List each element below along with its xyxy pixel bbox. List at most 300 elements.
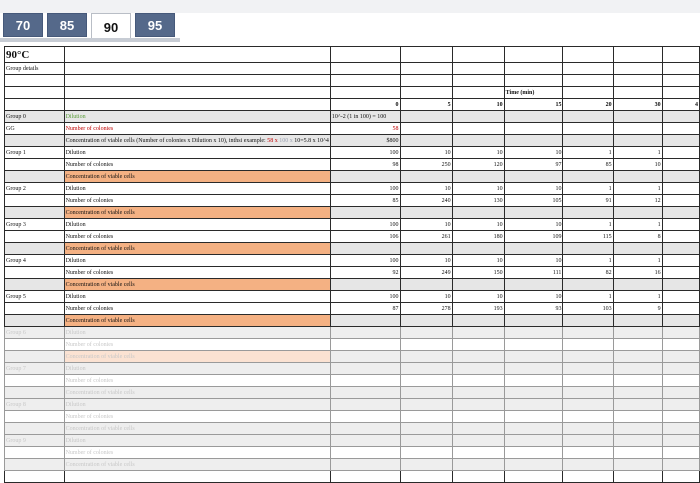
- sheet-cell[interactable]: [504, 387, 563, 399]
- sheet-cell[interactable]: [64, 63, 330, 75]
- colonies-value[interactable]: 97: [504, 159, 563, 171]
- sheet-cell[interactable]: [5, 135, 65, 147]
- sheet-cell[interactable]: [64, 87, 330, 99]
- sheet-cell[interactable]: [330, 47, 400, 63]
- sheet-cell[interactable]: [613, 243, 662, 255]
- sheet-cell[interactable]: [504, 411, 563, 423]
- conc-label[interactable]: Concentration of viable cells: [64, 243, 330, 255]
- sheet-cell[interactable]: [330, 399, 400, 411]
- sheet-cell[interactable]: [662, 339, 699, 351]
- sheet-cell[interactable]: [563, 123, 613, 135]
- sheet-cell[interactable]: [400, 339, 452, 351]
- tab-90[interactable]: 90: [91, 13, 131, 40]
- sheet-cell[interactable]: [452, 351, 504, 363]
- dilution-label[interactable]: Dilution: [64, 147, 330, 159]
- sheet-cell[interactable]: [400, 207, 452, 219]
- sheet-cell[interactable]: [563, 75, 613, 87]
- time-value[interactable]: 4: [662, 99, 699, 111]
- colonies-value[interactable]: 130: [452, 195, 504, 207]
- sheet-cell[interactable]: [662, 327, 699, 339]
- colonies-value[interactable]: 85: [330, 195, 400, 207]
- colonies-value[interactable]: 150: [452, 267, 504, 279]
- sheet-cell[interactable]: [452, 387, 504, 399]
- conc-label[interactable]: Concentration of viable cells: [64, 351, 330, 363]
- colonies-value[interactable]: 120: [452, 159, 504, 171]
- sheet-cell[interactable]: [330, 435, 400, 447]
- dilution-label[interactable]: Dilution: [64, 111, 330, 123]
- sheet-cell[interactable]: [504, 339, 563, 351]
- sheet-cell[interactable]: [5, 423, 65, 435]
- sheet-cell[interactable]: [613, 435, 662, 447]
- colonies-value[interactable]: 92: [330, 267, 400, 279]
- colonies-value[interactable]: 87: [330, 303, 400, 315]
- sheet-cell[interactable]: [330, 375, 400, 387]
- group0-dilution-value[interactable]: 10^-2 (1 in 100) = 100: [330, 111, 400, 123]
- dilution-value[interactable]: 1: [563, 147, 613, 159]
- colonies-value[interactable]: 261: [400, 231, 452, 243]
- dilution-value[interactable]: 100: [330, 183, 400, 195]
- sheet-cell[interactable]: [613, 471, 662, 483]
- sheet-cell[interactable]: [613, 111, 662, 123]
- time-value[interactable]: 20: [563, 99, 613, 111]
- sheet-cell[interactable]: [330, 243, 400, 255]
- group-details-label[interactable]: Group details: [5, 63, 65, 75]
- conc-label[interactable]: Concentration of viable cells: [64, 171, 330, 183]
- sheet-cell[interactable]: [563, 207, 613, 219]
- sheet-cell[interactable]: [452, 123, 504, 135]
- dilution-value[interactable]: 10: [400, 291, 452, 303]
- sheet-cell[interactable]: [504, 423, 563, 435]
- dilution-value[interactable]: 10: [400, 147, 452, 159]
- colonies-value[interactable]: 8: [613, 231, 662, 243]
- group-name[interactable]: Group 5: [5, 291, 65, 303]
- dilution-value[interactable]: 1: [613, 219, 662, 231]
- sheet-cell[interactable]: [452, 207, 504, 219]
- sheet-cell[interactable]: [504, 399, 563, 411]
- colonies-value[interactable]: 9: [613, 303, 662, 315]
- sheet-cell[interactable]: [330, 315, 400, 327]
- sheet-cell[interactable]: [504, 315, 563, 327]
- sheet-cell[interactable]: [563, 423, 613, 435]
- sheet-cell[interactable]: [5, 279, 65, 291]
- sheet-cell[interactable]: [563, 411, 613, 423]
- sheet-cell[interactable]: [662, 435, 699, 447]
- colonies-value[interactable]: 91: [563, 195, 613, 207]
- dilution-value[interactable]: 1: [563, 183, 613, 195]
- dilution-value[interactable]: 1: [613, 291, 662, 303]
- sheet-cell[interactable]: [504, 111, 563, 123]
- sheet-cell[interactable]: [662, 351, 699, 363]
- sheet-cell[interactable]: [662, 87, 699, 99]
- sheet-cell[interactable]: [452, 279, 504, 291]
- colonies-label[interactable]: Number of colonies: [64, 195, 330, 207]
- dilution-value[interactable]: 10: [504, 291, 563, 303]
- sheet-cell[interactable]: [662, 183, 699, 195]
- sheet-cell[interactable]: [613, 387, 662, 399]
- sheet-cell[interactable]: [504, 171, 563, 183]
- sheet-cell[interactable]: [563, 279, 613, 291]
- colonies-value[interactable]: 10: [613, 159, 662, 171]
- sheet-cell[interactable]: [613, 411, 662, 423]
- group-name[interactable]: Group 0: [5, 111, 65, 123]
- sheet-cell[interactable]: [563, 339, 613, 351]
- sheet-cell[interactable]: [662, 63, 699, 75]
- sheet-cell[interactable]: [5, 195, 65, 207]
- sheet-cell[interactable]: [563, 47, 613, 63]
- dilution-label[interactable]: Dilution: [64, 183, 330, 195]
- group-gg[interactable]: GG: [5, 123, 65, 135]
- sheet-cell[interactable]: [5, 411, 65, 423]
- sheet-cell[interactable]: [563, 375, 613, 387]
- sheet-cell[interactable]: [400, 423, 452, 435]
- sheet-cell[interactable]: [330, 279, 400, 291]
- sheet-cell[interactable]: [330, 387, 400, 399]
- colonies-label[interactable]: Number of colonies: [64, 267, 330, 279]
- sheet-cell[interactable]: [5, 315, 65, 327]
- sheet-cell[interactable]: [64, 75, 330, 87]
- colonies-value[interactable]: 12: [613, 195, 662, 207]
- sheet-cell[interactable]: [563, 363, 613, 375]
- group-name[interactable]: Group 4: [5, 255, 65, 267]
- colonies-value[interactable]: 115: [563, 231, 613, 243]
- colonies-value[interactable]: 106: [330, 231, 400, 243]
- sheet-cell[interactable]: [5, 231, 65, 243]
- sheet-cell[interactable]: [330, 327, 400, 339]
- sheet-cell[interactable]: [5, 243, 65, 255]
- sheet-cell[interactable]: [662, 171, 699, 183]
- sheet-cell[interactable]: [5, 171, 65, 183]
- sheet-cell[interactable]: [662, 147, 699, 159]
- sheet-cell[interactable]: [613, 327, 662, 339]
- dilution-value[interactable]: 10: [400, 255, 452, 267]
- sheet-cell[interactable]: [662, 279, 699, 291]
- sheet-cell[interactable]: [613, 135, 662, 147]
- sheet-cell[interactable]: [662, 387, 699, 399]
- sheet-cell[interactable]: [662, 195, 699, 207]
- sheet-cell[interactable]: [613, 423, 662, 435]
- sheet-cell[interactable]: [563, 471, 613, 483]
- sheet-cell[interactable]: [613, 351, 662, 363]
- sheet-cell[interactable]: [400, 63, 452, 75]
- group-name[interactable]: Group 2: [5, 183, 65, 195]
- sheet-cell[interactable]: [662, 411, 699, 423]
- sheet-cell[interactable]: [504, 351, 563, 363]
- sheet-cell[interactable]: [563, 327, 613, 339]
- sheet-cell[interactable]: [662, 123, 699, 135]
- dilution-value[interactable]: 1: [563, 291, 613, 303]
- sheet-cell[interactable]: [330, 423, 400, 435]
- sheet-cell[interactable]: [452, 471, 504, 483]
- colonies-label[interactable]: Number of colonies: [64, 123, 330, 135]
- dilution-value[interactable]: 10: [452, 147, 504, 159]
- sheet-cell[interactable]: [400, 447, 452, 459]
- sheet-cell[interactable]: [5, 375, 65, 387]
- sheet-cell[interactable]: [504, 435, 563, 447]
- sheet-cell[interactable]: [452, 243, 504, 255]
- sheet-cell[interactable]: [5, 387, 65, 399]
- colonies-label[interactable]: Number of colonies: [64, 447, 330, 459]
- sheet-cell[interactable]: [662, 423, 699, 435]
- dilution-value[interactable]: 10: [400, 183, 452, 195]
- sheet-cell[interactable]: [452, 171, 504, 183]
- sheet-cell[interactable]: [662, 75, 699, 87]
- sheet-cell[interactable]: [330, 207, 400, 219]
- colonies-value[interactable]: 85: [563, 159, 613, 171]
- sheet-cell[interactable]: [452, 399, 504, 411]
- sheet-cell[interactable]: [563, 111, 613, 123]
- colonies-label[interactable]: Number of colonies: [64, 375, 330, 387]
- sheet-cell[interactable]: [504, 471, 563, 483]
- group-name[interactable]: Group 8: [5, 399, 65, 411]
- sheet-cell[interactable]: [613, 363, 662, 375]
- sheet-cell[interactable]: [613, 63, 662, 75]
- sheet-cell[interactable]: [400, 375, 452, 387]
- sheet-cell[interactable]: [504, 375, 563, 387]
- sheet-cell[interactable]: [330, 363, 400, 375]
- sheet-cell[interactable]: [563, 399, 613, 411]
- colonies-value[interactable]: 105: [504, 195, 563, 207]
- sheet-cell[interactable]: [452, 315, 504, 327]
- sheet-cell[interactable]: [400, 315, 452, 327]
- sheet-cell[interactable]: [504, 75, 563, 87]
- sheet-cell[interactable]: [613, 399, 662, 411]
- dilution-value[interactable]: 1: [563, 255, 613, 267]
- sheet-cell[interactable]: [5, 207, 65, 219]
- time-value[interactable]: 15: [504, 99, 563, 111]
- sheet-cell[interactable]: [64, 99, 330, 111]
- sheet-title[interactable]: 90°C: [5, 47, 65, 63]
- colonies-value[interactable]: 249: [400, 267, 452, 279]
- sheet-cell[interactable]: [330, 63, 400, 75]
- dilution-value[interactable]: 10: [400, 219, 452, 231]
- colonies-label[interactable]: Number of colonies: [64, 231, 330, 243]
- tab-85[interactable]: 85: [47, 13, 87, 37]
- sheet-cell[interactable]: [330, 87, 400, 99]
- sheet-cell[interactable]: [662, 267, 699, 279]
- sheet-cell[interactable]: [504, 47, 563, 63]
- sheet-cell[interactable]: [613, 375, 662, 387]
- dilution-value[interactable]: 10: [452, 183, 504, 195]
- sheet-cell[interactable]: [662, 291, 699, 303]
- colonies-value[interactable]: 111: [504, 267, 563, 279]
- dilution-label[interactable]: Dilution: [64, 219, 330, 231]
- conc-label[interactable]: Concentration of viable cells: [64, 459, 330, 471]
- sheet-cell[interactable]: [400, 279, 452, 291]
- sheet-cell[interactable]: [5, 159, 65, 171]
- conc-label[interactable]: Concentration of viable cells: [64, 279, 330, 291]
- sheet-cell[interactable]: [64, 471, 330, 483]
- sheet-cell[interactable]: [330, 339, 400, 351]
- colonies-label[interactable]: Number of colonies: [64, 411, 330, 423]
- dilution-value[interactable]: 100: [330, 255, 400, 267]
- sheet-cell[interactable]: [504, 63, 563, 75]
- time-header[interactable]: Time (min): [504, 87, 563, 99]
- sheet-cell[interactable]: [662, 471, 699, 483]
- conc-label[interactable]: Concentration of viable cells: [64, 387, 330, 399]
- colonies-value[interactable]: 109: [504, 231, 563, 243]
- sheet-cell[interactable]: [330, 411, 400, 423]
- colonies-label[interactable]: Number of colonies: [64, 339, 330, 351]
- sheet-cell[interactable]: [5, 351, 65, 363]
- dilution-value[interactable]: 1: [563, 219, 613, 231]
- dilution-value[interactable]: 10: [504, 147, 563, 159]
- sheet-cell[interactable]: [452, 339, 504, 351]
- sheet-cell[interactable]: [613, 315, 662, 327]
- sheet-cell[interactable]: [400, 75, 452, 87]
- sheet-cell[interactable]: [452, 447, 504, 459]
- dilution-value[interactable]: 10: [452, 255, 504, 267]
- sheet-cell[interactable]: [662, 111, 699, 123]
- sheet-cell[interactable]: [5, 303, 65, 315]
- conc-label[interactable]: Concentration of viable cells: [64, 207, 330, 219]
- sheet-cell[interactable]: [452, 111, 504, 123]
- sheet-cell[interactable]: [5, 447, 65, 459]
- sheet-cell[interactable]: [400, 171, 452, 183]
- sheet-cell[interactable]: [662, 207, 699, 219]
- dilution-label[interactable]: Dilution: [64, 291, 330, 303]
- sheet-cell[interactable]: [504, 279, 563, 291]
- colonies-value[interactable]: 93: [504, 303, 563, 315]
- colonies-value[interactable]: 82: [563, 267, 613, 279]
- sheet-cell[interactable]: [662, 243, 699, 255]
- sheet-cell[interactable]: [330, 171, 400, 183]
- sheet-cell[interactable]: [563, 315, 613, 327]
- sheet-cell[interactable]: [452, 47, 504, 63]
- sheet-cell[interactable]: [563, 387, 613, 399]
- sheet-cell[interactable]: [5, 267, 65, 279]
- time-value[interactable]: 0: [330, 99, 400, 111]
- sheet-cell[interactable]: [504, 123, 563, 135]
- sheet-cell[interactable]: [452, 363, 504, 375]
- sheet-cell[interactable]: [400, 47, 452, 63]
- sheet-cell[interactable]: [563, 435, 613, 447]
- sheet-cell[interactable]: [452, 435, 504, 447]
- group0-conc-label[interactable]: Concentration of viable cells (Number of colonies x Dilution x 10), inthsi example: 58 x 100 x 10=5.8 x 10^4: [64, 135, 330, 147]
- dilution-label[interactable]: Dilution: [64, 399, 330, 411]
- sheet-cell[interactable]: [452, 423, 504, 435]
- sheet-cell[interactable]: [452, 87, 504, 99]
- dilution-value[interactable]: 100: [330, 219, 400, 231]
- sheet-cell[interactable]: [613, 339, 662, 351]
- sheet-cell[interactable]: [64, 47, 330, 63]
- sheet-cell[interactable]: [5, 99, 65, 111]
- tab-95[interactable]: 95: [135, 13, 175, 37]
- sheet-cell[interactable]: [662, 375, 699, 387]
- dilution-label[interactable]: Dilution: [64, 327, 330, 339]
- sheet-cell[interactable]: [563, 87, 613, 99]
- sheet-cell[interactable]: [613, 87, 662, 99]
- sheet-cell[interactable]: [563, 351, 613, 363]
- group-name[interactable]: Group 9: [5, 435, 65, 447]
- sheet-cell[interactable]: [662, 447, 699, 459]
- sheet-cell[interactable]: [400, 399, 452, 411]
- dilution-label[interactable]: Dilution: [64, 435, 330, 447]
- dilution-label[interactable]: Dilution: [64, 255, 330, 267]
- sheet-cell[interactable]: [563, 171, 613, 183]
- sheet-cell[interactable]: [563, 63, 613, 75]
- sheet-cell[interactable]: [452, 63, 504, 75]
- sheet-cell[interactable]: [400, 243, 452, 255]
- colonies-value[interactable]: 180: [452, 231, 504, 243]
- sheet-cell[interactable]: [662, 159, 699, 171]
- group0-colonies-value[interactable]: 58: [330, 123, 400, 135]
- dilution-value[interactable]: 10: [504, 255, 563, 267]
- dilution-value[interactable]: 10: [452, 291, 504, 303]
- sheet-cell[interactable]: [400, 327, 452, 339]
- sheet-cell[interactable]: [452, 327, 504, 339]
- sheet-cell[interactable]: [504, 447, 563, 459]
- sheet-cell[interactable]: [662, 255, 699, 267]
- colonies-value[interactable]: 16: [613, 267, 662, 279]
- dilution-value[interactable]: 1: [613, 147, 662, 159]
- sheet-cell[interactable]: [613, 447, 662, 459]
- sheet-cell[interactable]: [400, 435, 452, 447]
- sheet-cell[interactable]: [400, 135, 452, 147]
- group-name[interactable]: Group 1: [5, 147, 65, 159]
- group-name[interactable]: Group 3: [5, 219, 65, 231]
- sheet-cell[interactable]: [5, 471, 65, 483]
- colonies-value[interactable]: 250: [400, 159, 452, 171]
- sheet-cell[interactable]: [400, 363, 452, 375]
- dilution-value[interactable]: 10: [452, 219, 504, 231]
- group-name[interactable]: Group 6: [5, 327, 65, 339]
- sheet-cell[interactable]: [330, 447, 400, 459]
- sheet-cell[interactable]: [400, 111, 452, 123]
- sheet-cell[interactable]: [400, 123, 452, 135]
- sheet-cell[interactable]: [452, 75, 504, 87]
- sheet-cell[interactable]: [613, 279, 662, 291]
- sheet-cell[interactable]: [452, 411, 504, 423]
- colonies-value[interactable]: 278: [400, 303, 452, 315]
- dilution-value[interactable]: 100: [330, 147, 400, 159]
- time-value[interactable]: 30: [613, 99, 662, 111]
- sheet-cell[interactable]: [330, 75, 400, 87]
- colonies-value[interactable]: 193: [452, 303, 504, 315]
- sheet-cell[interactable]: [504, 135, 563, 147]
- tab-70[interactable]: 70: [3, 13, 43, 37]
- sheet-cell[interactable]: [5, 75, 65, 87]
- dilution-value[interactable]: 10: [504, 219, 563, 231]
- sheet-cell[interactable]: [613, 171, 662, 183]
- conc-label[interactable]: Concentration of viable cells: [64, 423, 330, 435]
- sheet-cell[interactable]: [563, 447, 613, 459]
- conc-label[interactable]: Concentration of viable cells: [64, 315, 330, 327]
- sheet-cell[interactable]: [662, 399, 699, 411]
- sheet-cell[interactable]: [613, 47, 662, 63]
- sheet-cell[interactable]: [452, 135, 504, 147]
- colonies-value[interactable]: 103: [563, 303, 613, 315]
- sheet-cell[interactable]: [662, 315, 699, 327]
- sheet-cell[interactable]: [400, 387, 452, 399]
- colonies-value[interactable]: 240: [400, 195, 452, 207]
- dilution-value[interactable]: 10: [504, 183, 563, 195]
- dilution-value[interactable]: 1: [613, 183, 662, 195]
- sheet-cell[interactable]: [504, 363, 563, 375]
- sheet-cell[interactable]: [662, 47, 699, 63]
- time-value[interactable]: 10: [452, 99, 504, 111]
- colonies-label[interactable]: Number of colonies: [64, 159, 330, 171]
- sheet-cell[interactable]: [504, 243, 563, 255]
- sheet-cell[interactable]: [504, 327, 563, 339]
- group-name[interactable]: Group 7: [5, 363, 65, 375]
- sheet-cell[interactable]: [330, 471, 400, 483]
- sheet-cell[interactable]: [330, 351, 400, 363]
- dilution-value[interactable]: 100: [330, 291, 400, 303]
- sheet-cell[interactable]: [400, 351, 452, 363]
- sheet-cell[interactable]: [662, 363, 699, 375]
- sheet-cell[interactable]: [662, 303, 699, 315]
- dilution-label[interactable]: Dilution: [64, 363, 330, 375]
